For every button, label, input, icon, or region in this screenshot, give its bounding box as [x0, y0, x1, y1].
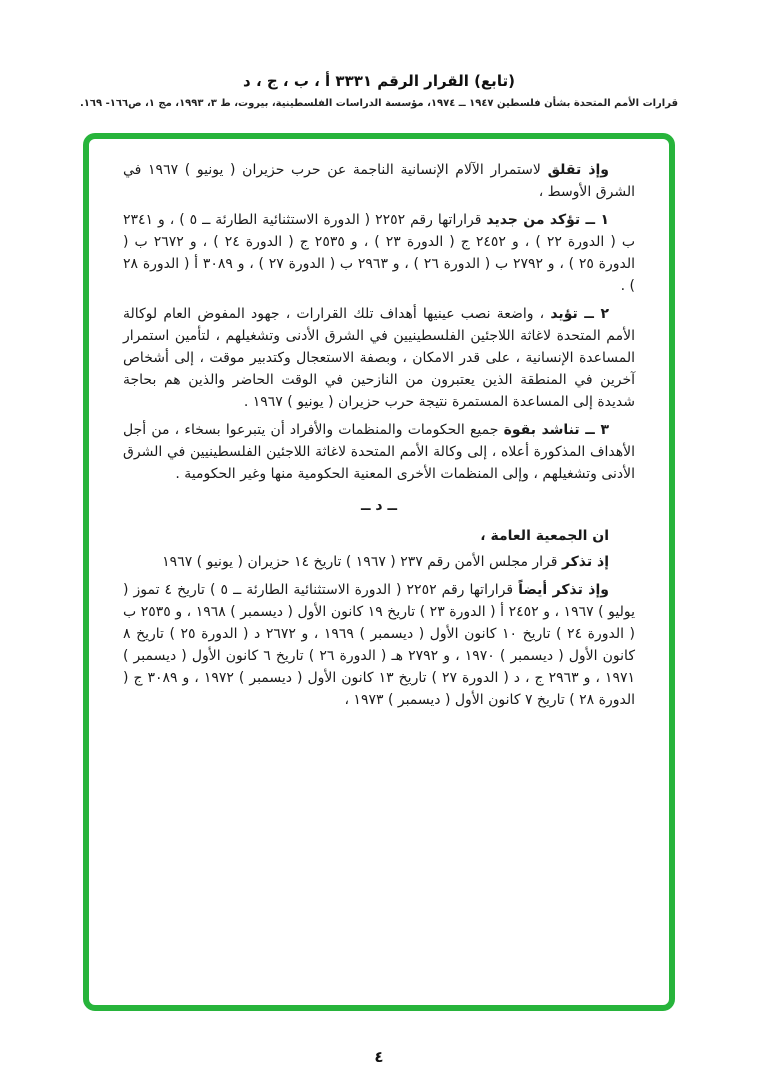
section-separator: ــ د ــ [360, 498, 398, 514]
paragraph-text: ، واضعة نصب عينيها أهداف تلك القرارات ، جهود المفوض العام لوكالة الأمم المتحدة لاغاثة اللاجئين الفلسطينيين في الشرق الأدنى وتشغيلهم ، لتأمين استمرار المساعدة الإنسانية ، على قدر الامكان ، وبصفة الاستعجال وكتدبير موقت ، إلى أشخاص آخرين في المنطقة الذين يعتبرون من النازحين في الوقت الحاضر والذين هم بحاجة شديدة إلى المساعدة المستمرة نتيجة حرب حزيران ( يونيو ) ١٩٦٧ . [123, 306, 635, 410]
paragraph-text: جميع الحكومات والمنظمات والأفراد أن يتبرعوا بسخاء ، من أجل الأهداف المذكورة أعلاه ، إلى وكالة الأمم المتحدة لاغاثة اللاجئين الفلسطينيين في الشرق الأدنى وتشغيلهم ، وإلى المنظمات الأخرى المعنية الحكومية منها وغير الحكومية . [123, 422, 635, 482]
document-body [123, 159, 635, 711]
green-frame [83, 133, 675, 1011]
paragraph-text: قراراتها رقم ٢٢٥٢ ( الدورة الاستثنائية الطارئة ــ ٥ ) تاريخ ٤ تموز ( يوليو ) ١٩٦٧ ، و ٢٤٥٢ أ ( الدورة ٢٣ ) تاريخ ١٩ كانون الأول ( ديسمبر ) ١٩٦٨ ، و ٢٥٣٥ ب ( الدورة ٢٤ ) تاريخ ١٠ كانون الأول ( ديسمبر ) ١٩٦٩ ، و ٢٦٧٢ د ( الدورة ٢٥ ) تاريخ ٨ كانون الأول ( ديسمبر ) ١٩٧٠ ، و ٢٧٩٢ هـ ( الدورة ٢٦ ) تاريخ ٦ كانون الأول ( ديسمبر ) ١٩٧١ ، و ٢٩٦٣ ج ، د ( الدورة ٢٧ ) تاريخ ١٣ كانون الأول ( ديسمبر ) ١٩٧٢ ، و ٣٠٨٩ ج ( الدورة ٢٨ ) تاريخ ٧ كانون الأول ( ديسمبر ) ١٩٧٣ ، [123, 582, 636, 708]
page-number: ٤ [374, 1048, 384, 1066]
paragraph-recital-1 [123, 551, 635, 573]
document-header [0, 0, 758, 109]
paragraph-text: قرار مجلس الأمن رقم ٢٣٧ ( ١٩٦٧ ) تاريخ ١٤ حزيران ( يونيو ) ١٩٦٧ [162, 554, 562, 570]
paragraph-lead: وإذ تقلق [547, 162, 610, 178]
paragraph-recital-2 [123, 579, 635, 711]
paragraph-text: لاستمرار الآلام الإنسانية الناجمة عن حرب حزيران ( يونيو ) ١٩٦٧ في الشرق الأوسط ، [123, 162, 635, 200]
section-heading: ان الجمعية العامة ، [480, 528, 609, 544]
paragraph-clause-2 [123, 303, 635, 413]
paragraph-lead: ٣ ــ تناشد بقوة [503, 422, 609, 438]
paragraph-lead: إذ تذكر [561, 554, 609, 570]
document-title: (تابع) القرار الرقم ٣٣٣١ أ ، ب ، ج ، د [243, 72, 515, 90]
paragraph-preamble [123, 159, 635, 203]
paragraph-lead: وإذ تذكر أيضاً [518, 582, 609, 598]
paragraph-clause-1 [123, 209, 635, 297]
paragraph-lead: ٢ ــ تؤيد [550, 306, 609, 322]
paragraph-text: قراراتها رقم ٢٢٥٢ ( الدورة الاستثنائية الطارئة ــ ٥ ) ، و ٢٣٤١ ب ( الدورة ٢٢ ) ، و ٢٤٥٢ ج ( الدورة ٢٣ ) ، و ٢٥٣٥ ج ( الدورة ٢٤ ) ، و ٢٦٧٢ ب ( الدورة ٢٥ ) ، و ٢٧٩٢ ب ( الدورة ٢٦ ) ، و ٢٩٦٣ ب ( الدورة ٢٧ ) ، و ٣٠٨٩ أ ( الدورة ٢٨ ) . [123, 212, 636, 294]
paragraph-lead: ١ ــ تؤكد من جديد [486, 212, 610, 228]
document-source-line: قرارات الأمم المتحدة بشأن فلسطين ١٩٤٧ ــ ١٩٧٤، مؤسسة الدراسات الفلسطينية، بيروت، ط ٣، ١٩٩٣، مج ١، ص١٦٦- ١٦٩. [79, 98, 678, 109]
paragraph-clause-3 [123, 419, 635, 485]
